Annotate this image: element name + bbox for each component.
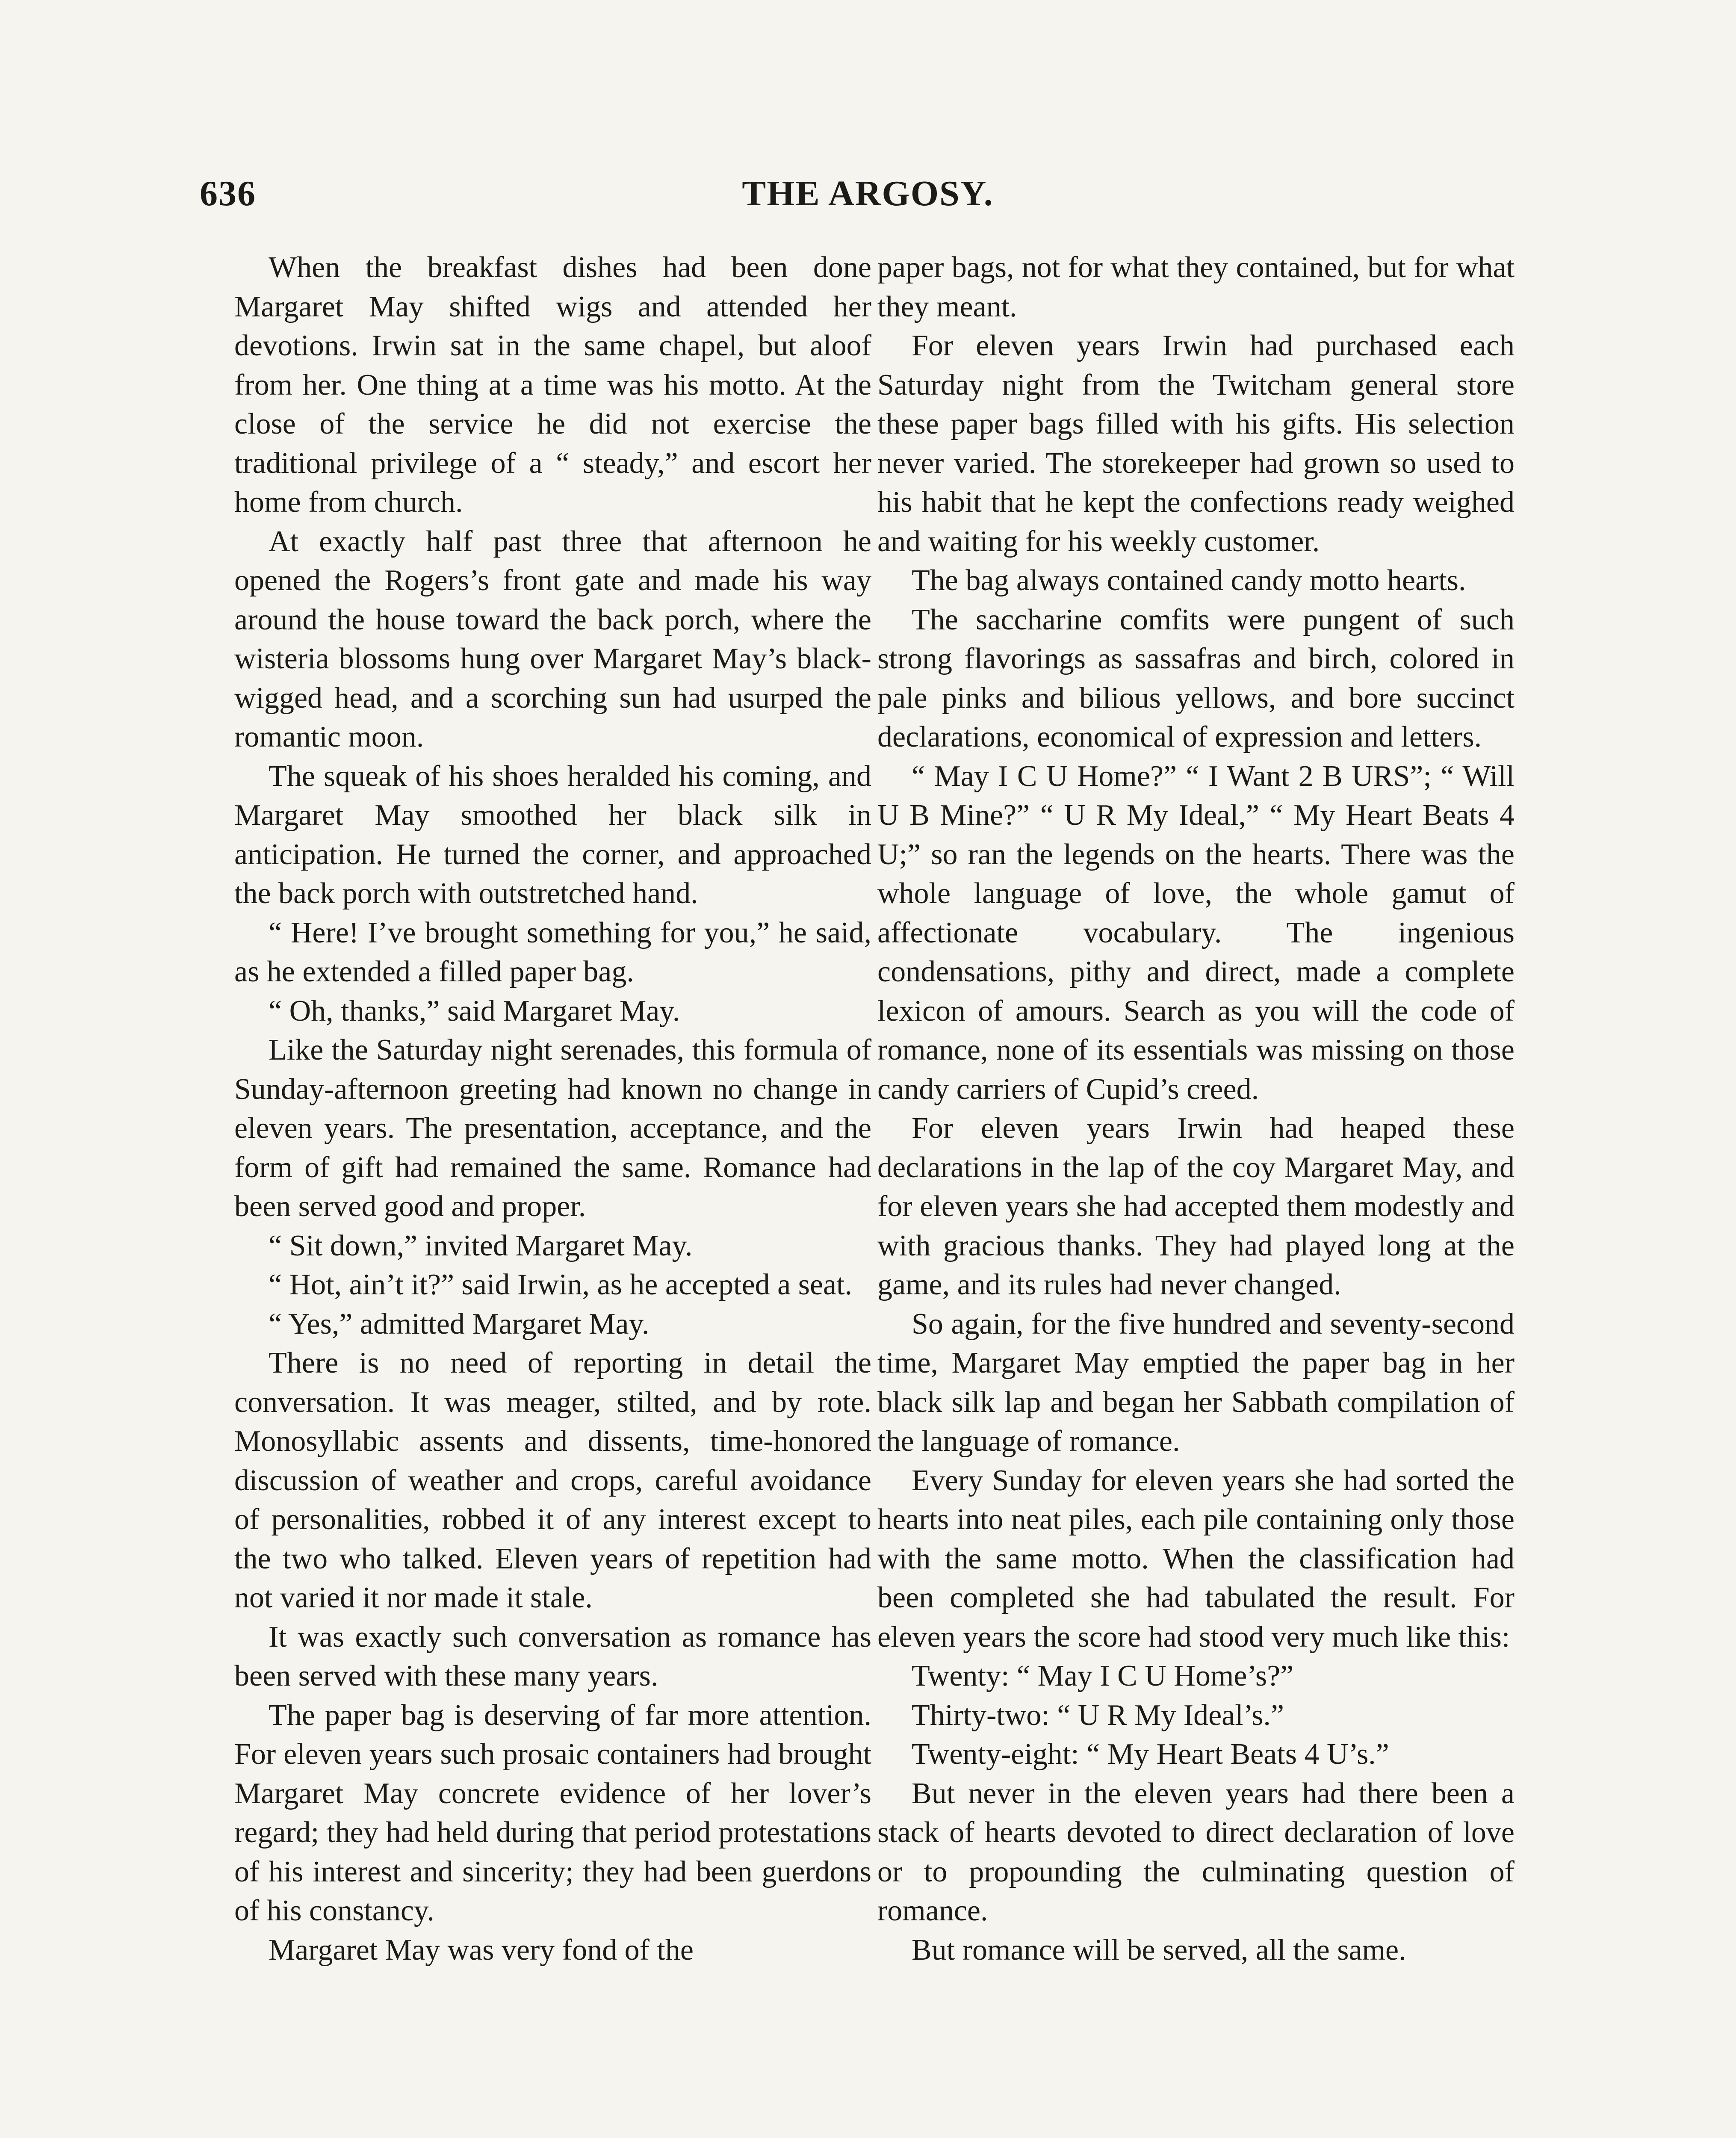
paragraph: “ Sit down,” invited Margaret May.: [269, 1229, 693, 1262]
paragraph: “ Oh, thanks,” said Margaret May.: [269, 994, 680, 1028]
paragraph: So again, for the five hundred and seventy-second time, Margaret May emptied the paper bag in her black silk lap and began her Sabbath compilation of the language of romance.: [877, 1307, 1515, 1458]
paragraph: But romance will be served, all the same.: [912, 1933, 1406, 1967]
paragraph: The bag always contained candy motto hearts.: [912, 564, 1466, 597]
paragraph: It was exactly such conversation as romance has been served with these many years.: [234, 1620, 871, 1692]
paragraph: “ May I C U Home?” “ I Want 2 B URS”; “ Will U B Mine?” “ U R My Ideal,” “ My Heart Beats 4 U;” so ran the legends on the hearts. There was the whole language of love, the whole gamut of affectionate vocabulary. The ingenious condensations, pithy and direct, made a complete lexicon of amours. Search as you will the code of romance, none of its essentials was missing on those candy carriers of Cupid’s creed.: [877, 759, 1515, 1106]
paragraph: “ Yes,” admitted Margaret May.: [269, 1307, 650, 1341]
page-header: [200, 173, 1536, 224]
paragraph: The paper bag is deserving of far more attention. For eleven years such prosaic containers had brought Margaret May concrete evidence of her lover’s regard; they had held during that period protestations of his interest and sincerity; they had been guerdons of his constancy.: [234, 1698, 871, 1927]
paragraph: Margaret May was very fond of the: [269, 1933, 694, 1967]
tally-line: Twenty-eight: “ My Heart Beats 4 U’s.”: [912, 1738, 1389, 1771]
left-column: [234, 248, 871, 1970]
tally-line: Twenty: “ May I C U Home’s?”: [912, 1660, 1294, 1692]
paragraph: When the breakfast dishes had been done Margaret May shifted wigs and attended her devotions. Irwin sat in the same chapel, but aloof from her. One thing at a time was his motto. At the close of the service he did not exercise the traditional privilege of a “ steady,” and escort her home from church.: [234, 251, 871, 519]
running-title: THE ARGOSY.: [742, 174, 994, 213]
continued-paragraph: paper bags, not for what they contained, but for what they meant.: [877, 251, 1515, 323]
tally-line: Thirty-two: “ U R My Ideal’s.”: [912, 1698, 1284, 1732]
paragraph: The saccharine comfits were pungent of such strong flavorings as sassafras and birch, colored in pale pinks and bilious yellows, and bore succinct declarations, economical of expression and letters.: [877, 603, 1515, 753]
page-number: 636: [200, 174, 256, 213]
paragraph: “ Hot, ain’t it?” said Irwin, as he accepted a seat.: [269, 1268, 853, 1301]
right-column: [877, 248, 1515, 1970]
paragraph: There is no need of reporting in detail the conversation. It was meager, stilted, and by rote. Monosyllabic assents and dissents, time-honored discussion of weather and crops, careful avoidance of personalities, robbed it of any interest except to the two who talked. Eleven years of repetition had not varied it nor made it stale.: [234, 1347, 871, 1614]
paragraph: Like the Saturday night serenades, this formula of Sunday-afternoon greeting had known no change in eleven years. The presentation, acceptance, and the form of gift had remained the same. Romance had been served good and proper.: [234, 1034, 871, 1223]
paragraph: At exactly half past three that afternoon he opened the Rogers’s front gate and made his way around the house toward the back porch, where the wisteria blossoms hung over Margaret May’s black-wigged head, and a scorching sun had usurped the romantic moon.: [234, 525, 871, 753]
paragraph: “ Here! I’ve brought something for you,” he said, as he extended a filled paper bag.: [234, 916, 871, 988]
paragraph: But never in the eleven years had there been a stack of hearts devoted to direct declaration of love or to propounding the culminating question of romance.: [877, 1777, 1515, 1927]
paragraph: Every Sunday for eleven years she had sorted the hearts into neat piles, each pile containing only those with the same motto. When the classification had been completed she had tabulated the result. For eleven years the score had stood very much like this:: [877, 1464, 1515, 1654]
paragraph: The squeak of his shoes heralded his coming, and Margaret May smoothed her black silk in anticipation. He turned the corner, and approached the back porch with outstretched hand.: [234, 759, 871, 910]
paragraph: For eleven years Irwin had heaped these declarations in the lap of the coy Margaret May, and for eleven years she had accepted them modestly and with gracious thanks. They had played long at the game, and its rules had never changed.: [877, 1112, 1515, 1301]
paragraph: For eleven years Irwin had purchased each Saturday night from the Twitcham general store these paper bags filled with his gifts. His selection never varied. The storekeeper had grown so used to his habit that he kept the confections ready weighed and waiting for his weekly customer.: [877, 329, 1515, 558]
